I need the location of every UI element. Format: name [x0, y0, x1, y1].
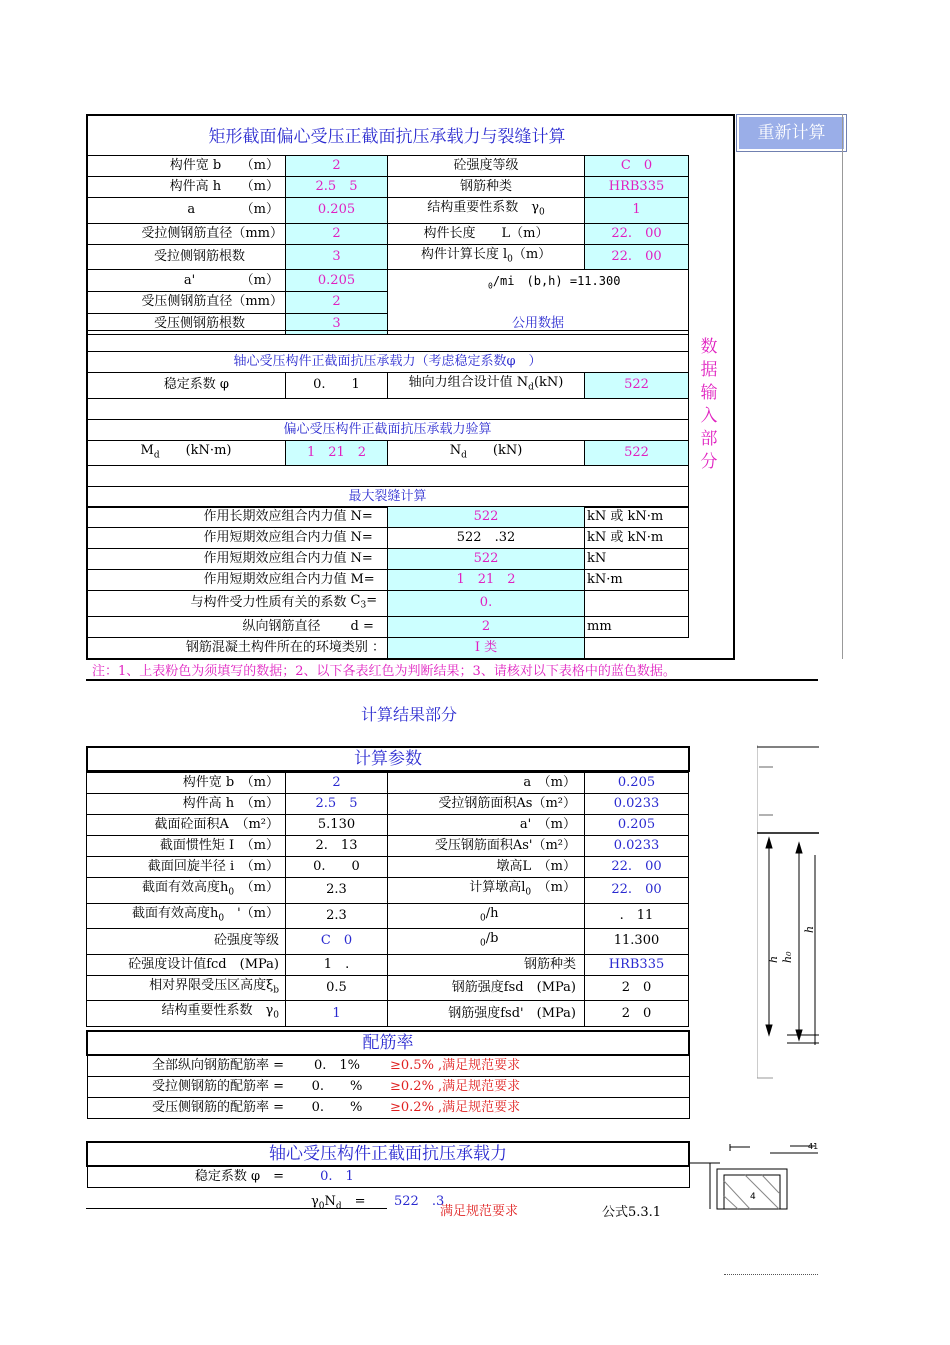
spacer-row	[87, 398, 689, 419]
axial-result-title: 轴心受压构件正截面抗压承载力	[87, 1142, 689, 1166]
crack-label: 作用长期效应组合内力值	[87, 507, 349, 528]
param-label: 构件高 h （m）	[87, 794, 286, 815]
crack-value[interactable]: 1 21 2	[388, 570, 585, 591]
column-diagram	[757, 745, 819, 1080]
label: 受压侧钢筋根数	[87, 313, 286, 335]
md-label: $M_d$ (kN·m)	[87, 440, 286, 466]
phi-label: 稳定系数 φ =	[87, 1166, 286, 1188]
ratio-result: ≥0.5% ,满足规范要求	[388, 1055, 689, 1077]
param-value-right: 22. 00	[585, 878, 689, 904]
md-value[interactable]: 1 21 2	[286, 440, 388, 466]
ratio-value: 11.300	[577, 274, 621, 289]
calc-params-title: 计算参数	[87, 747, 689, 771]
crack-unit: kN 或 kN·m	[585, 507, 689, 528]
param-value: 2	[286, 773, 388, 794]
table-row	[87, 836, 689, 857]
gnd-row	[86, 1188, 445, 1212]
height-h-value[interactable]: 2.5 5	[286, 177, 388, 198]
crack-label: 纵向钢筋直径	[87, 616, 349, 637]
crack-unit: mm	[585, 616, 689, 637]
crack-label: 作用短期效应组合内力值	[87, 570, 349, 591]
param-value: 2.3	[286, 903, 388, 929]
table-row	[87, 156, 689, 177]
param-label: 砼强度设计值fcd (MPa)	[87, 954, 286, 975]
table-row	[87, 373, 689, 399]
crack-symbol: d =	[349, 616, 388, 637]
empty-cell	[388, 1166, 689, 1188]
table-row	[87, 244, 689, 270]
crack-label: 钢筋混凝土构件所在的环境类别 ：	[87, 637, 388, 658]
spacer-row	[87, 331, 689, 352]
table-row	[87, 903, 689, 929]
crack-value[interactable]: 522	[388, 549, 585, 570]
a-value[interactable]: 0.205	[286, 198, 388, 224]
crack-unit: kN·m	[585, 570, 689, 591]
table-row	[87, 440, 689, 466]
right-vertical-rule	[842, 114, 843, 659]
spacer-row	[87, 466, 689, 487]
table-row	[87, 616, 689, 637]
dimension-label-h1: h	[767, 955, 780, 963]
param-value-right: 22. 00	[585, 857, 689, 878]
calc-params-rows	[86, 772, 689, 1027]
crack-value[interactable]: 522	[388, 507, 585, 528]
crack-symbol: N=	[349, 507, 388, 528]
param-value: C 0	[286, 929, 388, 955]
crack-unit	[585, 637, 689, 658]
section-diagram	[690, 1141, 820, 1211]
importance-factor-value[interactable]: 1	[585, 198, 689, 224]
axial-input-table	[86, 330, 689, 508]
param-value: 0.5	[286, 975, 388, 1001]
concrete-grade-value[interactable]: C 0	[585, 156, 689, 177]
param-label-right: a' （m）	[388, 815, 585, 836]
param-label-right: 墩高L （m）	[388, 857, 585, 878]
label: 构件宽 b （m）	[87, 156, 286, 177]
ratio-label: 受压侧钢筋的配筋率 =	[87, 1098, 286, 1119]
param-value: 2.3	[286, 878, 388, 904]
compression-rebar-diameter-value[interactable]: 2	[286, 291, 388, 313]
param-label-right: 受拉钢筋面积As（m²）	[388, 794, 585, 815]
table-row	[87, 1166, 689, 1188]
crack-symbol: N=	[349, 528, 388, 549]
table-row	[87, 637, 689, 658]
crack-symbol: M=	[349, 570, 388, 591]
table-row	[87, 528, 689, 549]
ratio-label: 全部纵向钢筋配筋率 =	[87, 1055, 286, 1077]
param-value: 5.130	[286, 815, 388, 836]
label: 受拉侧钢筋根数	[87, 244, 286, 270]
nd-value[interactable]: 522	[585, 373, 689, 399]
param-label-right: 钢筋强度fsd' (MPa)	[388, 1001, 585, 1027]
ratio-value: 0. 1%	[286, 1055, 388, 1077]
param-value-right: . 11	[585, 903, 689, 929]
ratio-value: 0. %	[286, 1098, 388, 1119]
param-label-right: a （m）	[388, 773, 585, 794]
tension-rebar-diameter-value[interactable]: 2	[286, 223, 388, 244]
nd2-label: $N_d$ (kN)	[388, 440, 585, 466]
table-row	[87, 177, 689, 198]
calc-params-table	[86, 746, 690, 772]
table-row	[87, 1077, 689, 1098]
public-data-cell: $_0$/mi (b,h) =11.300 公用数据	[388, 270, 689, 335]
table-row	[87, 1001, 689, 1027]
table-row	[87, 270, 689, 292]
dimension-label-h2: h	[803, 925, 816, 933]
section-label-41: 41	[808, 1142, 819, 1151]
label: 构件长度 L（m）	[388, 223, 585, 244]
table-row	[87, 794, 689, 815]
param-label-right: 受压钢筋面积As'（m²）	[388, 836, 585, 857]
table-row	[87, 223, 689, 244]
table-row	[87, 1055, 689, 1077]
nd2-value[interactable]: 522	[585, 440, 689, 466]
crack-unit: kN	[585, 549, 689, 570]
member-length-value[interactable]: 22. 00	[585, 223, 689, 244]
label: a （m）	[87, 198, 286, 224]
public-data-label: 公用数据	[511, 316, 564, 332]
label: 构件高 h （m）	[87, 177, 286, 198]
label: a' （m）	[87, 270, 286, 292]
nd-label: 轴向力组合设计值 $N_d(kN)$	[388, 373, 585, 399]
footer-dotted-line	[724, 1274, 818, 1275]
table-row	[87, 929, 689, 955]
gnd-label: $\gamma_0N_d$ =	[311, 1194, 366, 1212]
table-row	[87, 954, 689, 975]
ratio-label: 受拉侧钢筋的配筋率 =	[87, 1077, 286, 1098]
param-value-right: 2 0	[585, 975, 689, 1001]
param-value-right: 0.0233	[585, 794, 689, 815]
param-value-right: 0.205	[585, 773, 689, 794]
table-row	[87, 570, 689, 591]
param-value-right: 0.205	[585, 815, 689, 836]
crack-table	[86, 506, 689, 659]
label: 钢筋种类	[388, 177, 585, 198]
rebar-type-value[interactable]: HRB335	[585, 177, 689, 198]
table-row	[87, 1098, 689, 1119]
input-table	[86, 155, 689, 335]
data-input-side-label: 数 据 输 入 部 分	[700, 337, 718, 472]
crack-value[interactable]: 0.	[388, 591, 585, 617]
param-value: 0. 0	[286, 857, 388, 878]
main-title: 矩形截面偏心受压正截面抗压承载力与裂缝计算	[208, 127, 566, 147]
table-row	[87, 773, 689, 794]
label: 受拉侧钢筋直径（mm）	[87, 223, 286, 244]
ratio-result: ≥0.2% ,满足规范要求	[388, 1098, 689, 1119]
table-row	[87, 507, 689, 528]
crack-symbol: N=	[349, 549, 388, 570]
axial-result-table	[86, 1141, 690, 1188]
ratio-result: ≥0.2% ,满足规范要求	[388, 1077, 689, 1098]
param-label: 截面有效高度$h_0$ '（m）	[87, 903, 286, 929]
table-row	[87, 198, 689, 224]
param-label: 结构重要性系数 $\gamma_0$	[87, 1001, 286, 1027]
section-label-4: 4	[750, 1192, 756, 1202]
param-value: 1 .	[286, 954, 388, 975]
column-elevation-sketch	[757, 745, 819, 1078]
param-value: 2.5 5	[286, 794, 388, 815]
label: 构件计算长度 $l_0(m)$	[388, 244, 585, 270]
param-value: 1	[286, 1001, 388, 1027]
dimension-label-h0: h₀	[781, 951, 794, 963]
param-label: 构件宽 b （m）	[87, 773, 286, 794]
axial-section-title: 轴心受压构件正截面抗压承载力（考虑稳定系数φ ）	[87, 352, 689, 373]
table-row	[87, 591, 689, 617]
gnd-value: 522 .3	[394, 1194, 445, 1209]
a-prime-value[interactable]: 0.205	[286, 270, 388, 292]
crack-unit: kN 或 kN·m	[585, 528, 689, 549]
param-value: 2. 13	[286, 836, 388, 857]
crack-label: 作用短期效应组合内力值	[87, 528, 349, 549]
param-label-right: 钢筋强度fsd (MPa)	[388, 975, 585, 1001]
ratio-value: 0. %	[286, 1077, 388, 1098]
param-value-right: 2 0	[585, 1001, 689, 1027]
label: 砼强度等级	[388, 156, 585, 177]
crack-value: 522 .32	[388, 528, 585, 549]
table-row	[87, 878, 689, 904]
crack-section-title: 最大裂缝计算	[87, 487, 689, 508]
param-label: 截面有效高度$h_0$ （m）	[87, 878, 286, 904]
axial-result-status: 满足规范要求	[440, 1204, 519, 1219]
crack-unit	[585, 591, 689, 617]
recalculate-button[interactable]: 重新计算	[737, 115, 846, 151]
crack-symbol: $C_3=$	[349, 591, 388, 617]
crack-value[interactable]: I 类	[388, 637, 585, 658]
param-label: 截面惯性矩 I （m）	[87, 836, 286, 857]
param-label: 截面砼面积A （m²）	[87, 815, 286, 836]
param-label-right: $_0$/h	[388, 903, 585, 929]
table-row	[87, 857, 689, 878]
rebar-ratio-title: 配筋率	[87, 1031, 689, 1055]
table-row	[87, 549, 689, 570]
param-label: 截面回旋半径 i （m）	[87, 857, 286, 878]
param-value-right: HRB335	[585, 954, 689, 975]
rebar-ratio-table	[86, 1030, 690, 1119]
note: 注：1、上表粉色为须填写的数据；2、以下各表红色为判断结果；3、请核对以下表格中的蓝色数据。	[92, 664, 676, 679]
phi-value: 0. 1	[286, 1166, 388, 1188]
width-b-value[interactable]: 2	[286, 156, 388, 177]
phi-value: 0. 1	[286, 373, 388, 399]
param-value-right: 11.300	[585, 929, 689, 955]
crack-label: 与构件受力性质有关的系数	[87, 591, 349, 617]
table-row	[87, 815, 689, 836]
calc-length-value[interactable]: 22. 00	[585, 244, 689, 270]
results-heading: 计算结果部分	[360, 705, 457, 724]
note-underline	[86, 679, 818, 681]
param-label: 砼强度等级	[87, 929, 286, 955]
label: 受压侧钢筋直径（mm）	[87, 291, 286, 313]
crack-label: 作用短期效应组合内力值	[87, 549, 349, 570]
label: 结构重要性系数 $\gamma_0$	[388, 198, 585, 224]
table-row	[87, 975, 689, 1001]
param-label-right: $_0$/b	[388, 929, 585, 955]
crack-value[interactable]: 2	[388, 616, 585, 637]
param-label-right: 计算墩高$l_0$ （m）	[388, 878, 585, 904]
ecc-section-title: 偏心受压构件正截面抗压承载力验算	[87, 419, 689, 440]
param-label: 相对界限受压区高度$\xi_b$	[87, 975, 286, 1001]
phi-label: 稳定系数 φ	[87, 373, 286, 399]
param-label-right: 钢筋种类	[388, 954, 585, 975]
formula-label: 公式5.3.1	[602, 1205, 662, 1220]
tension-rebar-count-value[interactable]: 3	[286, 244, 388, 270]
ratio-label: /mi (b,h) =	[492, 274, 578, 289]
compression-rebar-count-value[interactable]: 3	[286, 313, 388, 335]
param-value-right: 0.0233	[585, 836, 689, 857]
